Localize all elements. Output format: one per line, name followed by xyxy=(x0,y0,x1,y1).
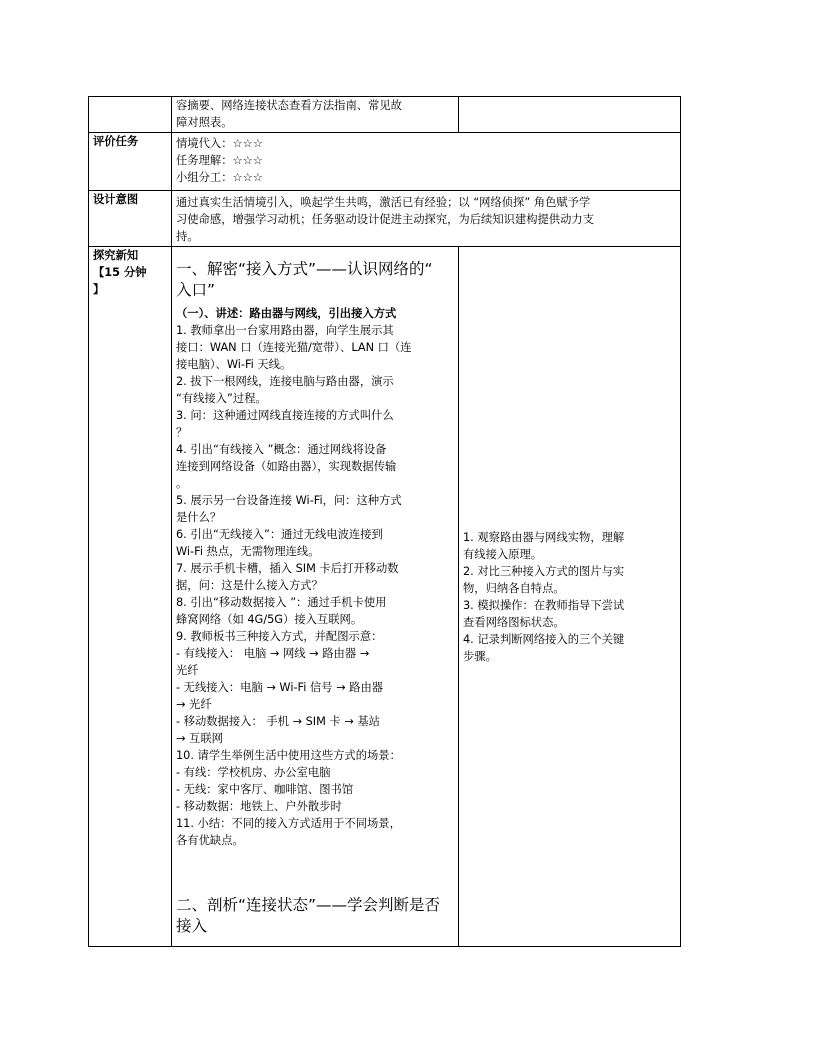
section-heading-2-line: 二、剖析“连接状态”——学会判断是否 xyxy=(176,896,441,914)
star-rating: ☆☆☆ xyxy=(232,154,263,167)
section-heading-1-line: 入口” xyxy=(176,281,216,299)
teacher-step-line: 据，问：这是什么接入方式？ xyxy=(176,579,323,592)
teacher-step-line: → 互联网 xyxy=(176,732,223,745)
teacher-steps xyxy=(176,322,454,849)
teacher-step-line: 1. 教师拿出一台家用路由器，向学生展示其 xyxy=(176,324,394,337)
student-step-line: 4. 记录判断网络接入的三个关键 xyxy=(463,632,625,646)
explore-label-line: 】 xyxy=(93,283,105,296)
evaluation-item-name: 小组分工： xyxy=(176,171,233,184)
design-intent-row xyxy=(89,191,681,247)
teacher-step-line: 接口：WAN 口（连接光猫/宽带）、LAN 口（连 xyxy=(176,341,412,354)
teacher-step-line: 2. 拔下一根网线，连接电脑与路由器，演示 xyxy=(176,375,394,388)
student-step-line: 1. 观察路由器与网线实物，理解 xyxy=(463,530,625,544)
teacher-step-line: → 光纤 xyxy=(176,698,212,711)
evaluation-item xyxy=(176,169,676,186)
section-heading-2-line: 接入 xyxy=(176,917,208,935)
teacher-step-line: 连接到网络设备（如路由器），实现数据传输 xyxy=(176,460,397,473)
section-heading-1-line: 一、解密“接入方式”——认识网络的“ xyxy=(176,260,433,278)
resources-label-cell xyxy=(89,97,172,133)
student-step-line: 有线接入原理。 xyxy=(463,547,543,561)
spacer xyxy=(176,849,454,895)
teacher-step-line: 9. 教师板书三种接入方式，并配图示意： xyxy=(176,630,383,643)
evaluation-item xyxy=(176,152,676,169)
teacher-step-line: - 无线接入：电脑 → Wi-Fi 信号 → 路由器 xyxy=(176,681,384,694)
teacher-step-line: 光纤 xyxy=(176,664,199,677)
star-rating: ☆☆☆ xyxy=(232,171,263,184)
teacher-step-line: 7. 展示手机卡槽，插入 SIM 卡后打开移动数 xyxy=(176,562,399,575)
teacher-step-line: - 移动数据接入： 手机 → SIM 卡 → 基站 xyxy=(176,715,380,728)
teacher-step-line: ？ xyxy=(176,426,188,439)
design-intent-line: 持。 xyxy=(176,230,199,243)
resources-content-cell xyxy=(172,97,459,133)
student-step-line: 2. 对比三种接入方式的图片与实 xyxy=(463,564,625,578)
design-intent-label: 设计意图 xyxy=(89,191,172,247)
teacher-step-line: - 移动数据：地铁上、户外散步时 xyxy=(176,800,342,813)
teacher-step-line: 8. 引出“移动数据接入 ”：通过手机卡使用 xyxy=(176,596,387,609)
design-intent-content xyxy=(172,191,681,247)
teacher-step-line: 。 xyxy=(176,477,188,490)
student-step-line: 物，归纳各自特点。 xyxy=(463,581,565,595)
resources-side-cell xyxy=(459,97,681,133)
student-step-line: 步骤。 xyxy=(463,649,497,663)
teacher-step-line: 是什么？ xyxy=(176,511,222,524)
student-activity-cell xyxy=(459,247,681,947)
design-intent-line: 习使命感，增强学习动机；任务驱动设计促进主动探究，为后续知识建构提供动力支 xyxy=(176,213,594,226)
star-rating: ☆☆☆ xyxy=(232,137,263,150)
explore-label-line: 【15 分钟 xyxy=(93,266,147,279)
teacher-step-line: - 无线：家中客厅、咖啡馆、图书馆 xyxy=(176,783,354,796)
resources-line: 容摘要、网络连接状态查看方法指南、常见故 xyxy=(176,99,402,112)
lesson-plan-table xyxy=(88,96,681,947)
evaluation-label: 评价任务 xyxy=(89,133,172,191)
subheading: （一）、讲述：路由器与网线，引出接入方式 xyxy=(176,307,397,320)
evaluation-item xyxy=(176,135,676,152)
evaluation-item-name: 任务理解： xyxy=(176,154,233,167)
student-steps xyxy=(463,529,676,665)
resources-line: 障对照表。 xyxy=(176,116,233,129)
teacher-step-line: 各有优缺点。 xyxy=(176,834,244,847)
teacher-step-line: 10. 请学生举例生活中使用这些方式的场景： xyxy=(176,749,401,762)
teacher-step-line: 6. 引出“无线接入”：通过无线电波连接到 xyxy=(176,528,383,541)
evaluation-content xyxy=(172,133,681,191)
teacher-step-line: 5. 展示另一台设备连接 Wi-Fi，问：这种方式 xyxy=(176,494,402,507)
teacher-step-line: 3. 问：这种通过网线直接连接的方式叫什么 xyxy=(176,409,394,422)
explore-label-line: 探究新知 xyxy=(93,249,139,262)
teacher-step-line: 11. 小结：不同的接入方式适用于不同场景， xyxy=(176,817,401,830)
evaluation-item-name: 情境代入： xyxy=(176,137,233,150)
teacher-step-line: - 有线接入： 电脑 → 网线 → 路由器 → xyxy=(176,647,370,660)
teacher-step-line: 接电脑）、Wi-Fi 天线。 xyxy=(176,358,292,371)
student-step-line: 3. 模拟操作：在教师指导下尝试 xyxy=(463,598,625,612)
explore-label xyxy=(89,247,172,947)
teacher-step-line: Wi-Fi 热点，无需物理连线。 xyxy=(176,545,320,558)
explore-row xyxy=(89,247,681,947)
resources-row xyxy=(89,97,681,133)
section-heading-1 xyxy=(176,259,454,301)
teacher-step-line: 4. 引出“有线接入 ”概念：通过网线将设备 xyxy=(176,443,387,456)
teacher-step-line: - 有线：学校机房、办公室电脑 xyxy=(176,766,331,779)
teacher-step-line: “有线接入”过程。 xyxy=(176,392,267,405)
section-heading-2 xyxy=(176,895,454,937)
teacher-step-line: 蜂窝网络（如 4G/5G）接入互联网。 xyxy=(176,613,363,626)
student-step-line: 查看网络图标状态。 xyxy=(463,615,565,629)
evaluation-row xyxy=(89,133,681,191)
teacher-activity-cell xyxy=(172,247,459,947)
design-intent-line: 通过真实生活情境引入，唤起学生共鸣，激活已有经验；以 “网络侦探” 角色赋予学 xyxy=(176,196,591,209)
